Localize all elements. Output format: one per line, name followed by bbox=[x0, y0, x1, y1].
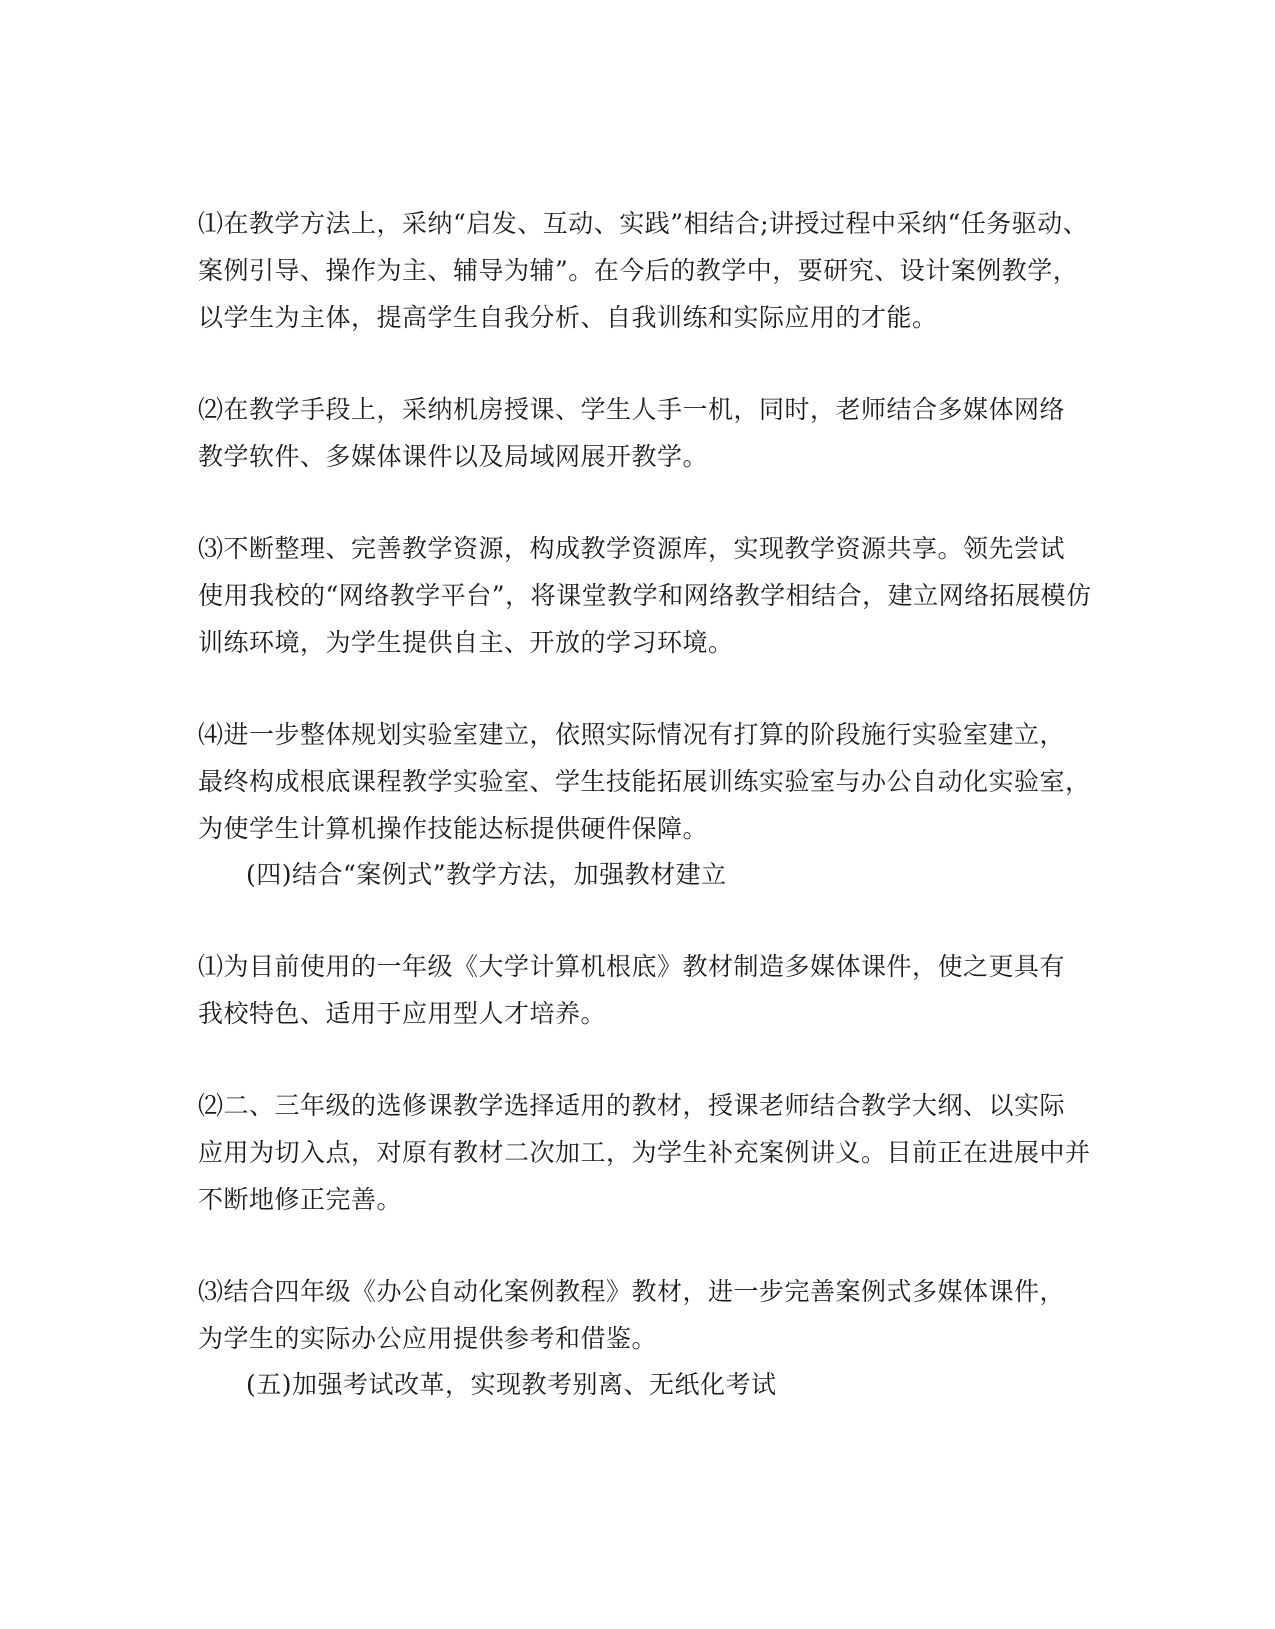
paragraph-5-line-2: 我校特色、适用于应用型人才培养。 bbox=[198, 999, 607, 1028]
paragraph-2-line-1: ⑵在教学手段上，采纳机房授课、学生人手一机，同时，老师结合多媒体网络 bbox=[198, 395, 1066, 424]
paragraph-6-line-3: 不断地修正完善。 bbox=[198, 1185, 403, 1214]
section-heading-4: (四)结合“案例式”教学方法，加强教材建立 bbox=[246, 860, 727, 889]
paragraph-4-line-3: 为使学生计算机操作技能达标提供硬件保障。 bbox=[198, 814, 709, 843]
paragraph-4-line-2: 最终构成根底课程教学实验室、学生技能拓展训练实验室与办公自动化实验室， bbox=[198, 767, 1091, 796]
paragraph-5-line-1: ⑴为目前使用的一年级《大学计算机根底》教材制造多媒体课件，使之更具有 bbox=[198, 952, 1066, 981]
paragraph-6-line-2: 应用为切入点，对原有教材二次加工，为学生补充案例讲义。目前正在进展中并 bbox=[198, 1138, 1091, 1167]
paragraph-6-line-1: ⑵二、三年级的选修课教学选择适用的教材，授课老师结合教学大纲、以实际 bbox=[198, 1091, 1066, 1120]
paragraph-7-line-2: 为学生的实际办公应用提供参考和借鉴。 bbox=[198, 1324, 658, 1353]
paragraph-4-line-1: ⑷进一步整体规划实验室建立，依照实际情况有打算的阶段施行实验室建立， bbox=[198, 720, 1066, 749]
paragraph-3-line-1: ⑶不断整理、完善教学资源，构成教学资源库，实现教学资源共享。领先尝试 bbox=[198, 534, 1066, 563]
paragraph-3-line-3: 训练环境，为学生提供自主、开放的学习环境。 bbox=[198, 628, 734, 657]
section-heading-5: (五)加强考试改革，实现教考别离、无纸化考试 bbox=[246, 1370, 777, 1399]
paragraph-1-line-2: 案例引导、操作为主、辅导为辅”。在今后的教学中，要研究、设计案例教学， bbox=[198, 256, 1079, 285]
paragraph-1-line-1: ⑴在教学方法上，采纳“启发、互动、实践”相结合;讲授过程中采纳“任务驱动、 bbox=[198, 209, 1089, 238]
paragraph-1-line-3: 以学生为主体，提高学生自我分析、自我训练和实际应用的才能。 bbox=[198, 303, 938, 332]
paragraph-7-line-1: ⑶结合四年级《办公自动化案例教程》教材，进一步完善案例式多媒体课件， bbox=[198, 1277, 1066, 1306]
paragraph-2-line-2: 教学软件、多媒体课件以及局域网展开教学。 bbox=[198, 442, 709, 471]
paragraph-3-line-2: 使用我校的“网络教学平台”，将课堂教学和网络教学相结合，建立网络拓展模仿 bbox=[198, 581, 1092, 610]
